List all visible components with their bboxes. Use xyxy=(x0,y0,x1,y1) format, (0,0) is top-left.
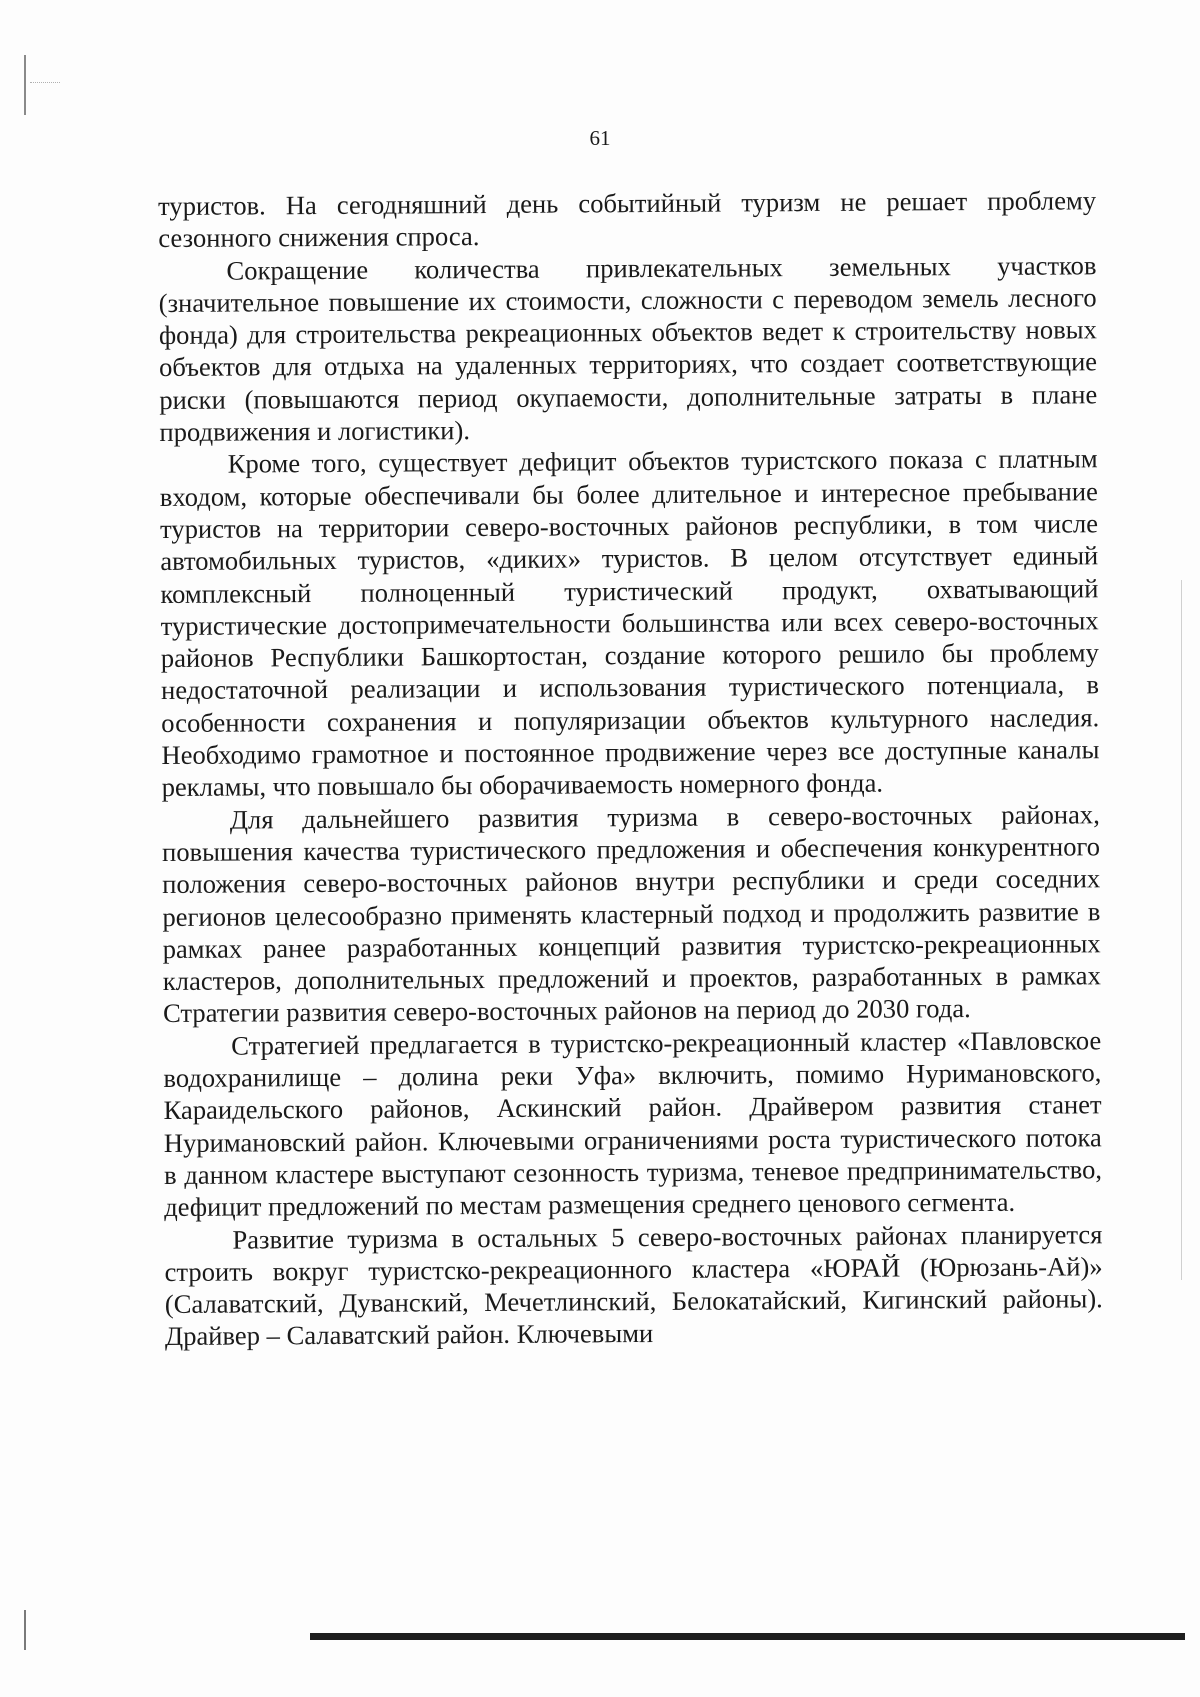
paragraph: Развитие туризма в остальных 5 северо-восточных районах планируется строить вокруг туристско-рекреационного кластера «ЮРАЙ (Юрюзань-Ай)» (Салаватский, Дуванский, Мечетлинский, Белокатайский, Кигинский районы). Драйвер – Салаватский район. Ключевыми xyxy=(164,1218,1103,1352)
scan-artifact-dots xyxy=(30,82,60,83)
paragraph: Кроме того, существует дефицит объектов туристского показа с платным входом, которые обеспечивали бы более длительное и интересное пребывание туристов на территории северо-восточных районов республики, в том числе автомобильных туристов, «диких» туристов. В целом отсутствует единый комплексный полноценный туристический продукт, охватывающий туристические достопримечательности большинства или всех северо-восточных районов Республики Башкортостан, создание которого решило бы проблему недостаточной реализации и использования туристического потенциала, в особенности сохранения и популяризации объектов культурного наследия. Необходимо грамотное и постоянное продвижение через все доступные каналы рекламы, что повышало бы оборачиваемость номерного фонда. xyxy=(159,443,1100,803)
scan-artifact-bar xyxy=(310,1633,1185,1640)
paragraph: туристов. На сегодняшний день событийный туризм не решает проблему сезонного снижения спроса. xyxy=(158,185,1097,254)
paragraph: Стратегией предлагается в туристско-рекреационный кластер «Павловское водохранилище – долина реки Уфа» включить, помимо Нуримановского, Караидельского районов, Аскинский район. Драйвером развития станет Нуримановский район. Ключевыми ограничениями роста туристического потока в данном кластере выступают сезонность туризма, теневое предпринимательство, дефицит предложений по местам размещения среднего ценового сегмента. xyxy=(163,1024,1103,1223)
scan-artifact-line xyxy=(1181,580,1182,1280)
paragraph: Сокращение количества привлекательных земельных участков (значительное повышение их стоимости, сложности с переводом земель лесного фонда) для строительства рекреационных объектов ведет к строительству новых объектов для отдыха на удаленных территориях, что создает соответствующие риски (повышаются период окупаемости, дополнительные затраты в плане продвижения и логистики). xyxy=(158,249,1098,448)
paragraph: Для дальнейшего развития туризма в северо-восточных районах, повышения качества туристического предложения и обеспечения конкурентного положения северо-восточных районов внутри республики и среди соседних регионов целесообразно применять кластерный подход и продолжить развитие в рамках ранее разработанных концепций развития туристско-рекреационных кластеров, дополнительных предложений и проектов, разработанных в рамках Стратегии развития северо-восточных районов на период до 2030 года. xyxy=(161,798,1101,1029)
page-number: 61 xyxy=(589,126,611,150)
document-body xyxy=(158,184,1103,1352)
scan-artifact-line xyxy=(24,1610,26,1650)
scan-artifact-line xyxy=(24,55,26,115)
